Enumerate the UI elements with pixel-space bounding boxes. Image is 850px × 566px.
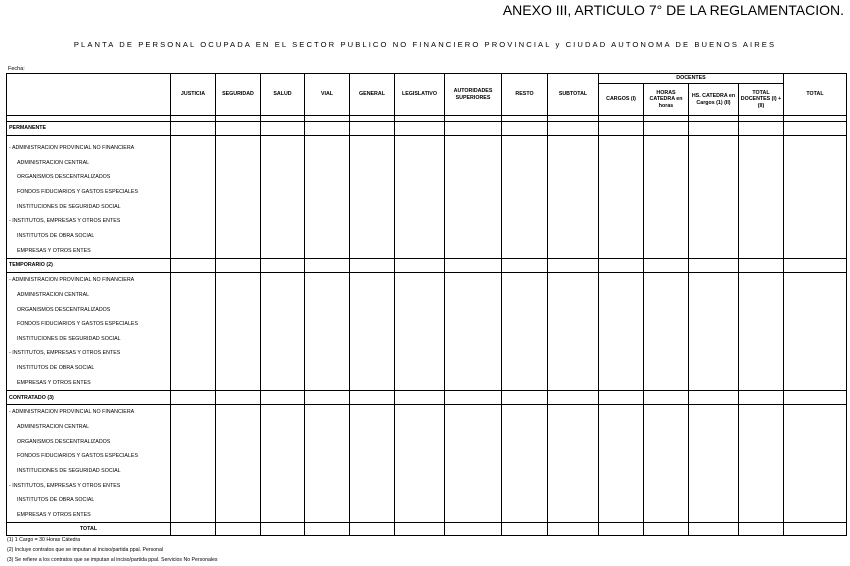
annex-title: ANEXO III, ARTICULO 7° DE LA REGLAMENTACION.: [502, 2, 844, 18]
table-row: [7, 170, 847, 185]
section-row: [7, 122, 847, 136]
footnote-2: (2) Incluye contratos que se imputan al inciso/partida ppal. Personal: [7, 546, 163, 553]
col-total: TOTAL: [784, 74, 847, 116]
table-row: [7, 185, 847, 200]
table-row: [7, 141, 847, 156]
section-row: [7, 391, 847, 405]
row-label: - INSTITUTOS, EMPRESAS Y OTROS ENTES: [7, 478, 171, 493]
section-label: PERMANENTE: [7, 122, 171, 136]
row-label: ORGANISMOS DESCENTRALIZADOS: [7, 435, 171, 450]
table-row: [7, 405, 847, 420]
table-row: [7, 464, 847, 479]
table-row: [7, 302, 847, 317]
row-label: INSTITUTOS DE OBRA SOCIAL: [7, 229, 171, 244]
col-horas-catedra: HORAS CATEDRA en horas: [644, 84, 689, 116]
table-row: [7, 346, 847, 361]
footnote-3: (3) Se refiere a los contratos que se imputan al inciso/partida ppal. Servicios No Personales: [7, 556, 218, 563]
date-label: Fecha:: [8, 66, 25, 72]
table-row: [7, 156, 847, 171]
table-row: [7, 361, 847, 376]
table-row: [7, 493, 847, 508]
row-label: EMPRESAS Y OTROS ENTES: [7, 376, 171, 391]
table-row: [7, 420, 847, 435]
table-row: [7, 508, 847, 523]
table-row: [7, 229, 847, 244]
col-seguridad: SEGURIDAD: [216, 74, 261, 116]
table-row: [7, 435, 847, 450]
col-vial: VIAL: [305, 74, 350, 116]
table-row: [7, 332, 847, 347]
section-row: [7, 259, 847, 273]
report-subtitle: PLANTA DE PERSONAL OCUPADA EN EL SECTOR PUBLICO NO FINANCIERO PROVINCIAL y CIUDAD AUTONOMA DE BUENOS AIRES: [73, 40, 777, 49]
row-label: - ADMINISTRACION PROVINCIAL NO FINANCIERA: [7, 141, 171, 156]
table-row: [7, 243, 847, 258]
col-general: GENERAL: [350, 74, 395, 116]
row-label: - ADMINISTRACION PROVINCIAL NO FINANCIERA: [7, 273, 171, 288]
col-cargos: CARGOS (I): [599, 84, 644, 116]
row-label: ADMINISTRACION CENTRAL: [7, 288, 171, 303]
row-label: INSTITUCIONES DE SEGURIDAD SOCIAL: [7, 332, 171, 347]
col-hs-catedra-cargos: HS. CATEDRA en Cargos (1) (II): [689, 84, 739, 116]
table-row: [7, 449, 847, 464]
row-label: INSTITUTOS DE OBRA SOCIAL: [7, 493, 171, 508]
table-row: [7, 214, 847, 229]
col-group-docentes: DOCENTES: [599, 74, 784, 84]
header-blank: [7, 74, 171, 116]
footnote-1: (1) 1 Cargo = 30 Horas Cátedra: [7, 537, 81, 543]
row-label: - INSTITUTOS, EMPRESAS Y OTROS ENTES: [7, 214, 171, 229]
table-row: [7, 273, 847, 288]
row-label: ADMINISTRACION CENTRAL: [7, 420, 171, 435]
row-label: FONDOS FIDUCIARIOS Y GASTOS ESPECIALES: [7, 185, 171, 200]
col-autoridades: AUTORIDADES SUPERIORES: [445, 74, 502, 116]
section-label: CONTRATADO (3): [7, 391, 171, 405]
row-label: FONDOS FIDUCIARIOS Y GASTOS ESPECIALES: [7, 449, 171, 464]
total-label: TOTAL: [7, 523, 171, 536]
personnel-table: [6, 73, 847, 536]
row-label: INSTITUCIONES DE SEGURIDAD SOCIAL: [7, 200, 171, 215]
col-justicia: JUSTICIA: [171, 74, 216, 116]
table-row: [7, 200, 847, 215]
table-row: [7, 317, 847, 332]
section-label: TEMPORARIO (2): [7, 259, 171, 273]
row-label: EMPRESAS Y OTROS ENTES: [7, 508, 171, 523]
col-legislativo: LEGISLATIVO: [395, 74, 445, 116]
col-total-docentes: TOTAL DOCENTES (I) +(II): [739, 84, 784, 116]
row-label: - INSTITUTOS, EMPRESAS Y OTROS ENTES: [7, 346, 171, 361]
col-resto: RESTO: [502, 74, 548, 116]
row-label: ADMINISTRACION CENTRAL: [7, 156, 171, 171]
row-label: INSTITUCIONES DE SEGURIDAD SOCIAL: [7, 464, 171, 479]
row-label: ORGANISMOS DESCENTRALIZADOS: [7, 170, 171, 185]
row-label: EMPRESAS Y OTROS ENTES: [7, 243, 171, 258]
table-row: [7, 478, 847, 493]
row-label: - ADMINISTRACION PROVINCIAL NO FINANCIERA: [7, 405, 171, 420]
row-label: INSTITUTOS DE OBRA SOCIAL: [7, 361, 171, 376]
row-label: ORGANISMOS DESCENTRALIZADOS: [7, 302, 171, 317]
table-row: [7, 376, 847, 391]
col-salud: SALUD: [261, 74, 305, 116]
total-row: [7, 523, 847, 536]
col-subtotal: SUBTOTAL: [548, 74, 599, 116]
table-row: [7, 288, 847, 303]
row-label: FONDOS FIDUCIARIOS Y GASTOS ESPECIALES: [7, 317, 171, 332]
footnotes: [7, 536, 218, 565]
